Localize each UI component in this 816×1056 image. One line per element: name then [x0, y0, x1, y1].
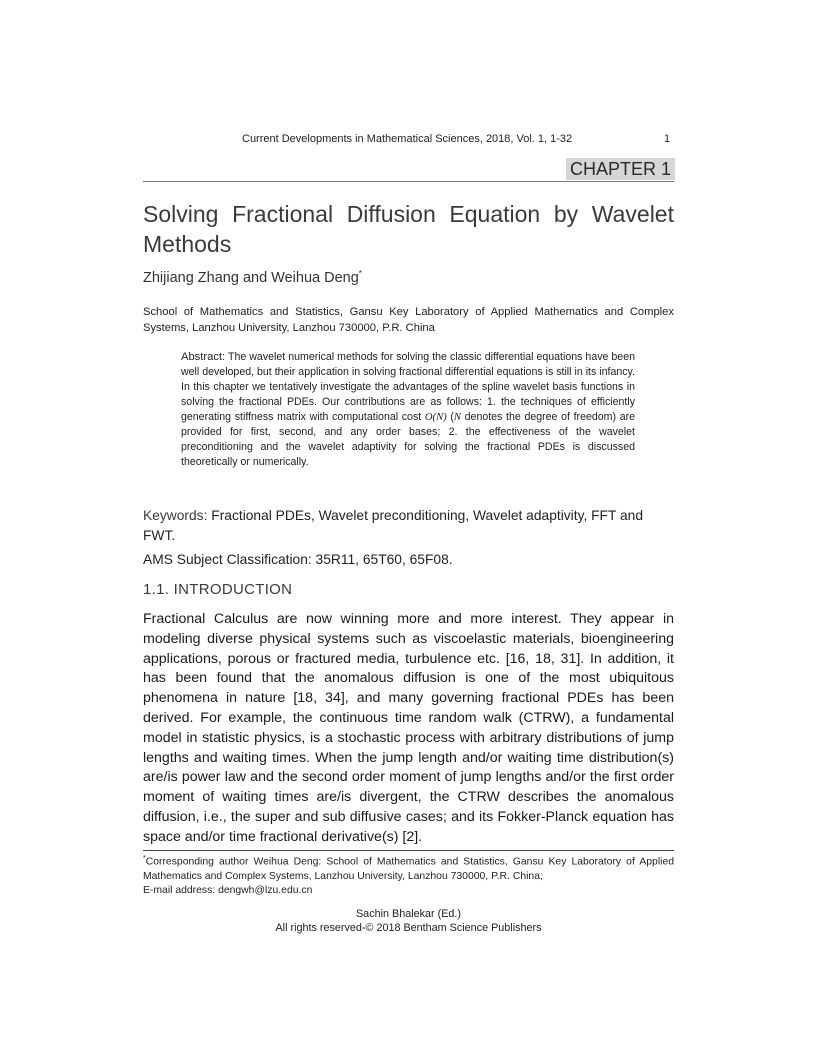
chapter-label: CHAPTER 1: [566, 158, 675, 180]
abstract: [181, 350, 635, 470]
footnote-email: E-mail address: dengwh@lzu.edu.cn: [143, 885, 313, 897]
running-header: Current Developments in Mathematical Sciences, 2018, Vol. 1, 1-32: [242, 133, 573, 145]
ams-classification: [143, 550, 674, 570]
editor-line: Sachin Bhalekar (Ed.): [355, 908, 462, 920]
page-number: 1: [664, 133, 671, 145]
keywords-label: Keywords:: [143, 508, 208, 523]
article-title: Solving Fractional Diffusion Equation by Wavelet Methods: [143, 201, 674, 257]
keywords-text: Fractional PDEs, Wavelet preconditioning, Wavelet adaptivity, FFT and FWT.: [143, 508, 643, 543]
author-footnote-mark: *: [358, 269, 362, 278]
footnote-divider: [143, 850, 674, 851]
abstract-text-2: (: [450, 411, 454, 423]
footnote: [143, 852, 674, 899]
ams-label: AMS: [143, 552, 173, 567]
keywords: [143, 506, 674, 546]
abstract-label: Abstract:: [181, 351, 226, 363]
author-line: [143, 269, 362, 286]
ams-text: Subject Classification: 35R11, 65T60, 65F08.: [176, 552, 453, 567]
author-names: Zhijiang Zhang and Weihua Deng: [143, 269, 359, 286]
abstract-text-1: The wavelet numerical methods for solving the classic differential equations have been well developed, but their application in solving fractional differential equations is still in its infancy. In this chapter we tentatively investigate the advantages of the spline wavelet basis functions in solving the fractional PDEs. Our contributions are as follows: 1. the techniques of efficiently generating stiffness matrix with computational cost: [181, 351, 635, 423]
footnote-mark: *: [143, 855, 146, 862]
introduction-paragraph: Fractional Calculus are now winning more and more interest. They appear in modeling diverse physical systems such as viscoelastic materials, bioengineering applications, porous or fractured media, turbulence etc. [16, 18, 31]. In addition, it has been found that the anomalous diffusion is one of the most ubiquitous phenomena in nature [18, 34], and many governing fractional PDEs has been derived. For example, the continuous time random walk (CTRW), a fundamental model in statistic physics, is a stochastic process with arbitrary distributions of jump lengths and waiting times. When the jump length and/or waiting time distribution(s) are/is power law and the second order moment of jump lengths and/or the first order moment of waiting times are/is divergent, the CTRW describes the anomalous diffusion, i.e., the super and sub diffusive cases; and its Fokker-Planck equation has space and/or time fractional derivative(s) [2].: [143, 611, 674, 845]
abstract-text-3: denotes the degree of freedom) are provided for first, second, and any order bases; 2. the effectiveness of the wavelet preconditioning and the wavelet adaptivity for solving the fractional PDEs is discussed theoretically or numerically.: [181, 411, 635, 468]
header-divider: [143, 181, 674, 182]
abstract-math-cost: O(N): [424, 412, 447, 423]
abstract-math-n: N: [453, 412, 461, 423]
section-heading: 1.1. INTRODUCTION: [143, 581, 293, 598]
affiliation: School of Mathematics and Statistics, Gansu Key Laboratory of Applied Mathematics and Complex Systems, Lanzhou University, Lanzhou 730000, P.R. China: [143, 306, 674, 334]
rights-line: All rights reserved-© 2018 Bentham Science Publishers: [275, 922, 542, 934]
footnote-text: Corresponding author Weihua Deng: School of Mathematics and Statistics, Gansu Key Laboratory of Applied Mathematics and Complex Systems, Lanzhou University, Lanzhou 730000, P.R. China;: [143, 856, 674, 882]
